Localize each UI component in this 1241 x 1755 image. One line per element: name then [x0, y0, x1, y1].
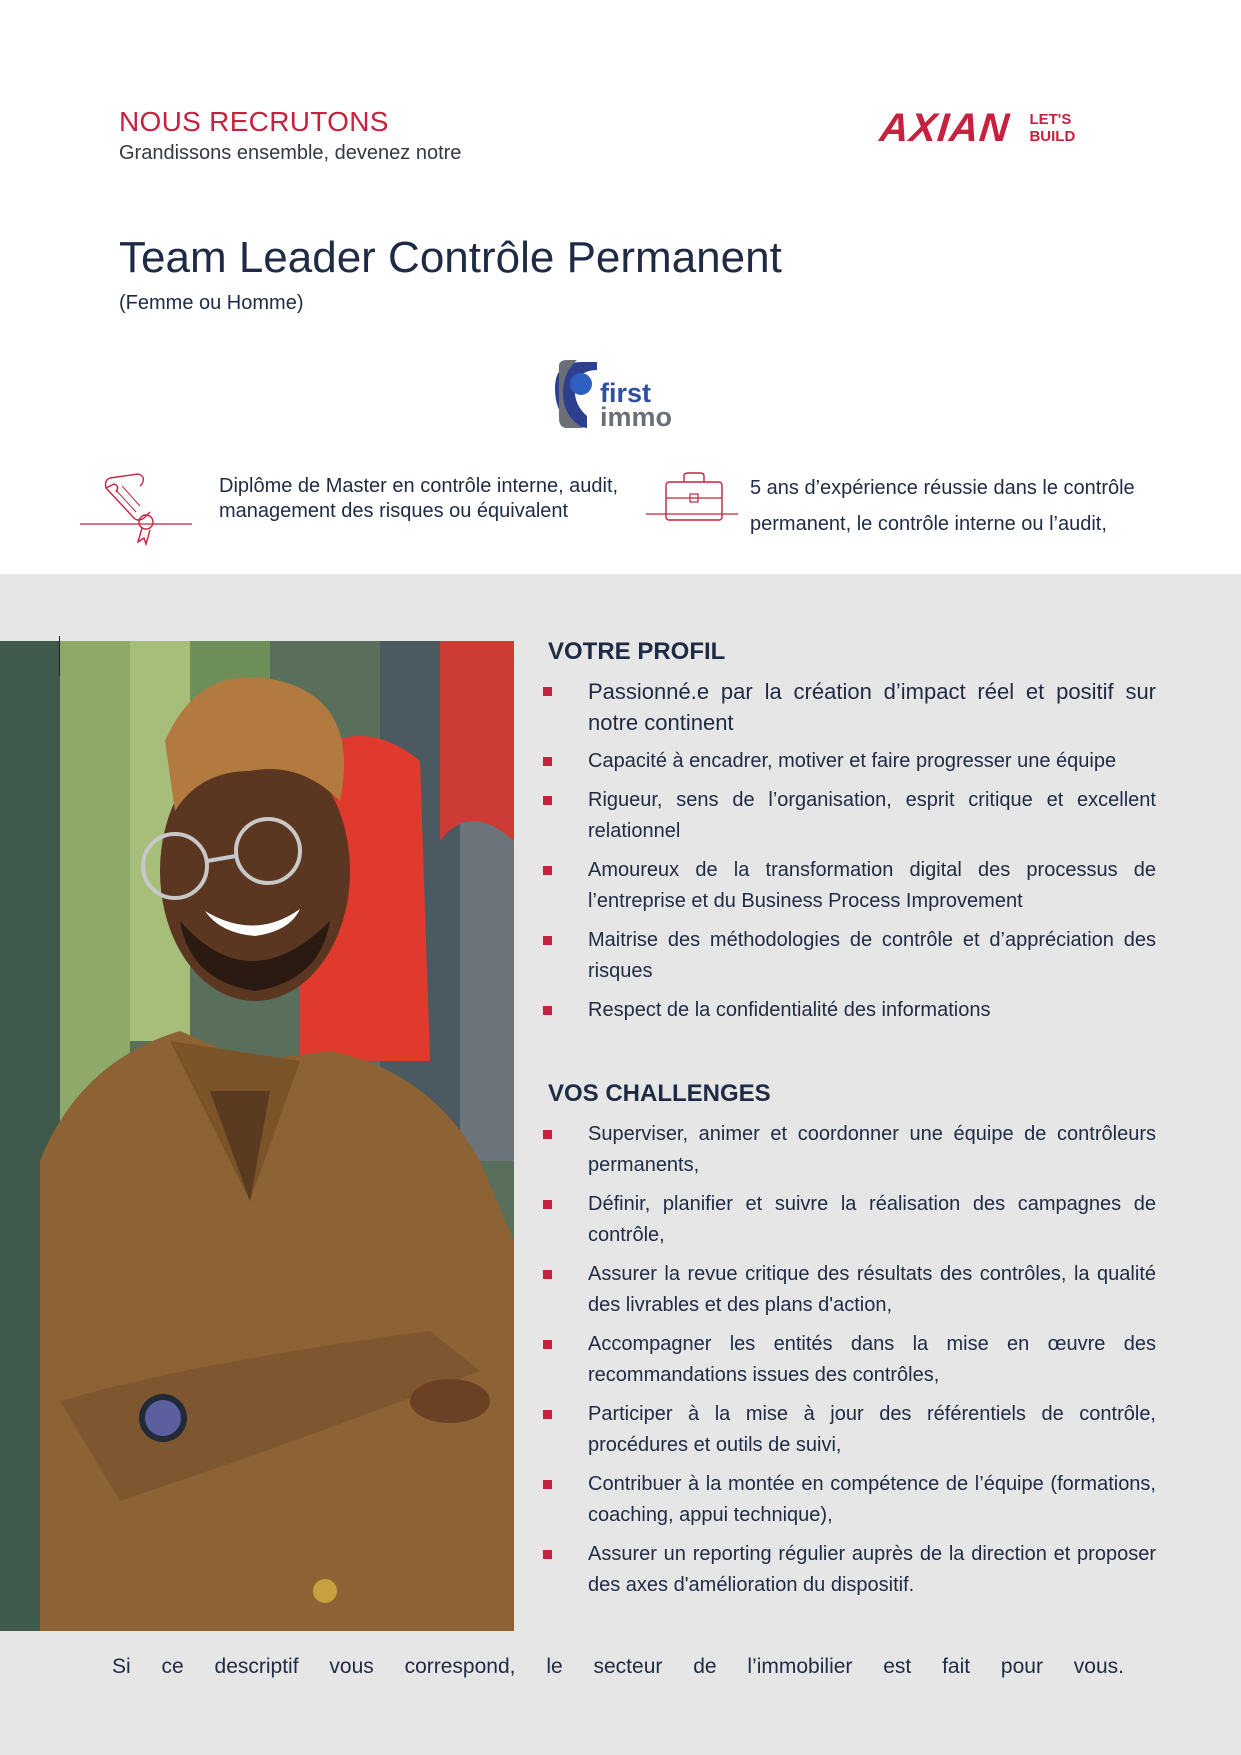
- profile-section-title: VOTRE PROFIL: [548, 638, 726, 665]
- list-item-text: Maitrise des méthodologies de contrôle et d’appréciation des risques: [588, 929, 1156, 982]
- list-item: [540, 1539, 1156, 1601]
- briefcase-icon: [646, 470, 742, 532]
- bullet-square-icon: [543, 1340, 552, 1349]
- brand-name: AXIAN: [877, 106, 1012, 150]
- bullet-square-icon: [543, 1480, 552, 1489]
- list-item: [540, 1189, 1156, 1251]
- recruiting-subheading: Grandissons ensemble, devenez notre: [119, 142, 462, 164]
- challenges-section-title: VOS CHALLENGES: [548, 1080, 771, 1107]
- brand-tagline-line2: BUILD: [1029, 128, 1076, 145]
- list-item-text: Accompagner les entités dans la mise en œuvre des recommandations issues des contrôles,: [588, 1333, 1156, 1386]
- list-item-text: Superviser, animer et coordonner une équipe de contrôleurs permanents,: [588, 1123, 1156, 1176]
- job-subtitle: (Femme ou Homme): [119, 292, 304, 314]
- first-immo-logo: [553, 358, 693, 430]
- bullet-square-icon: [543, 796, 552, 805]
- diploma-icon: [80, 470, 196, 550]
- profile-list: [540, 676, 1156, 1034]
- bullet-square-icon: [543, 1410, 552, 1419]
- brand-tagline-line1: LET'S: [1029, 111, 1072, 128]
- logo-text-immo: immo: [600, 402, 673, 430]
- bullet-square-icon: [543, 1550, 552, 1559]
- bullet-square-icon: [543, 757, 552, 766]
- list-item-text: Assurer la revue critique des résultats des contrôles, la qualité des livrables et des plans d'action,: [588, 1263, 1156, 1316]
- bullet-square-icon: [543, 1270, 552, 1279]
- list-item-text: Amoureux de la transformation digital des processus de l’entreprise et du Business Process Improvement: [588, 859, 1156, 912]
- list-item: [540, 1119, 1156, 1181]
- recruiting-heading: NOUS RECRUTONS: [119, 106, 389, 137]
- requirement-diploma-text: Diplôme de Master en contrôle interne, audit, management des risques ou équivalent: [219, 475, 619, 522]
- requirement-experience-text: 5 ans d’expérience réussie dans le contrôle permanent, le contrôle interne ou l’audit,: [750, 477, 1135, 535]
- text-cursor: [59, 636, 60, 676]
- list-item-text: Définir, planifier et suivre la réalisation des campagnes de contrôle,: [588, 1193, 1156, 1246]
- bullet-square-icon: [543, 866, 552, 875]
- job-title: Team Leader Contrôle Permanent: [119, 233, 782, 282]
- axian-logo: [877, 106, 1076, 150]
- list-item: [540, 1399, 1156, 1461]
- list-item-text: Contribuer à la montée en compétence de l’équipe (formations, coaching, appui technique),: [588, 1473, 1156, 1526]
- list-item: [540, 746, 1156, 777]
- list-item-text: Capacité à encadrer, motiver et faire progresser une équipe: [588, 750, 1117, 772]
- bullet-square-icon: [543, 1130, 552, 1139]
- bullet-square-icon: [543, 687, 552, 696]
- list-item: [540, 676, 1156, 738]
- list-item-text: Passionné.e par la création d’impact réel et positif sur notre continent: [588, 679, 1156, 735]
- list-item-text: Participer à la mise à jour des référentiels de contrôle, procédures et outils de suivi,: [588, 1403, 1156, 1456]
- logo-text-first: first: [600, 378, 652, 408]
- list-item: [540, 1469, 1156, 1531]
- candidate-photo: [0, 641, 514, 1631]
- list-item-text: Rigueur, sens de l’organisation, esprit critique et excellent relationnel: [588, 789, 1156, 842]
- list-item: [540, 925, 1156, 987]
- list-item: [540, 1329, 1156, 1391]
- challenges-list: [540, 1119, 1156, 1609]
- list-item: [540, 855, 1156, 917]
- list-item-text: Respect de la confidentialité des informations: [588, 999, 991, 1021]
- list-item: [540, 785, 1156, 847]
- list-item: [540, 995, 1156, 1026]
- bullet-square-icon: [543, 936, 552, 945]
- bullet-square-icon: [543, 1006, 552, 1015]
- footer-note: Si ce descriptif vous correspond, le secteur de l’immobilier est fait pour vous.: [112, 1655, 1124, 1678]
- brand-tagline: [1029, 111, 1075, 145]
- bullet-square-icon: [543, 1200, 552, 1209]
- list-item: [540, 1259, 1156, 1321]
- list-item-text: Assurer un reporting régulier auprès de la direction et proposer des axes d'amélioration du dispositif.: [588, 1543, 1156, 1596]
